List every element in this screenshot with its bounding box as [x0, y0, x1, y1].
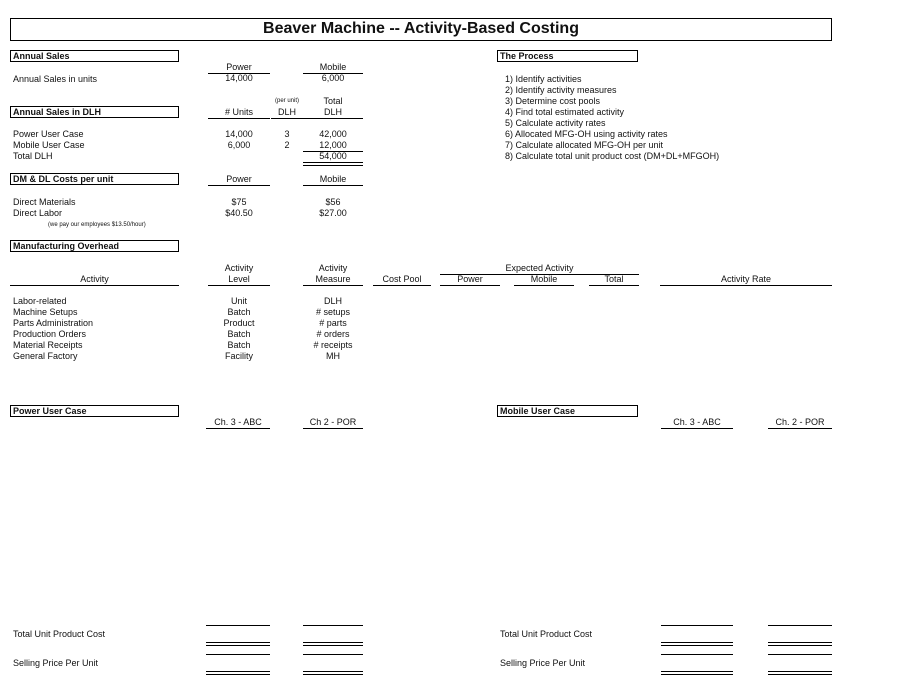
activity-level: Unit	[230, 296, 247, 306]
power-col-por: Ch 2 - POR	[303, 417, 363, 429]
activity-level: Product	[223, 318, 255, 328]
dlh-header: Annual Sales in DLH	[10, 106, 179, 118]
activity-measure: # orders	[316, 329, 350, 339]
activity-level: Batch	[227, 340, 251, 350]
divider	[768, 642, 832, 646]
power-case-header: Power User Case	[10, 405, 179, 417]
divider	[206, 654, 270, 655]
mobile-selling-price-label: Selling Price Per Unit	[500, 658, 586, 668]
process-step: 8) Calculate total unit product cost (DM+DL+MFGOH)	[505, 151, 720, 161]
dlh-col-total: Total	[323, 96, 343, 106]
activity-measure: # receipts	[313, 340, 353, 350]
process-step: 5) Calculate activity rates	[505, 118, 606, 128]
process-step: 1) Identify activities	[505, 74, 582, 84]
dlh-row-per-unit: 2	[284, 140, 290, 150]
direct-materials-label: Direct Materials	[13, 197, 76, 207]
dlh-col-units: # Units	[208, 107, 270, 119]
annual-sales-mobile-value: 6,000	[321, 73, 345, 83]
divider	[768, 654, 832, 655]
mobile-col-por: Ch. 2 - POR	[768, 417, 832, 429]
dlh-row-units: 6,000	[227, 140, 251, 150]
mfg-col-expected: Expected Activity	[440, 263, 639, 275]
process-step: 4) Find total estimated activity	[505, 107, 625, 117]
mfg-col-mobile: Mobile	[514, 274, 574, 286]
activity-measure: # parts	[319, 318, 347, 328]
activity-measure: MH	[326, 351, 340, 361]
process-header: The Process	[497, 50, 638, 62]
annual-sales-power-value: 14,000	[225, 73, 253, 83]
dlh-row-label: Mobile User Case	[13, 140, 85, 150]
dlh-col-total-dlh: DLH	[303, 107, 363, 119]
annual-sales-header: Annual Sales	[10, 50, 179, 62]
divider	[303, 654, 363, 655]
divider	[768, 671, 832, 675]
divider	[206, 625, 270, 626]
mfg-col-measure-top: Activity	[318, 263, 348, 273]
dlh-row-units: 14,000	[225, 129, 253, 139]
direct-materials-mobile: $56	[325, 197, 341, 207]
activity-measure: # setups	[315, 307, 351, 317]
mfg-col-level: Level	[208, 274, 270, 286]
process-step: 2) Identify activity measures	[505, 85, 617, 95]
dlh-total-label: Total DLH	[13, 151, 53, 161]
process-step: 6) Allocated MFG-OH using activity rates	[505, 129, 668, 139]
dm-dl-col-power: Power	[208, 174, 270, 186]
dm-dl-header: DM & DL Costs per unit	[10, 173, 179, 185]
power-col-abc: Ch. 3 - ABC	[206, 417, 270, 429]
dlh-row-total: 12,000	[319, 140, 347, 150]
dlh-col-dlh: DLH	[271, 107, 303, 119]
mfg-col-rate: Activity Rate	[660, 274, 832, 286]
mfg-oh-header: Manufacturing Overhead	[10, 240, 179, 252]
mfg-col-power: Power	[440, 274, 500, 286]
divider	[303, 642, 363, 646]
divider	[303, 162, 363, 166]
divider	[206, 671, 270, 675]
annual-sales-col-mobile: Mobile	[303, 62, 363, 74]
annual-sales-col-power: Power	[208, 62, 270, 74]
power-total-cost-label: Total Unit Product Cost	[13, 629, 106, 639]
divider	[661, 625, 733, 626]
divider	[661, 671, 733, 675]
mobile-col-abc: Ch. 3 - ABC	[661, 417, 733, 429]
activity-level: Facility	[224, 351, 253, 361]
labor-rate-note: (we pay our employees $13.50/hour)	[48, 222, 146, 228]
divider	[661, 654, 733, 655]
divider	[768, 625, 832, 626]
activity-name: Parts Administration	[13, 318, 94, 328]
activity-name: General Factory	[13, 351, 78, 361]
direct-materials-power: $75	[231, 197, 247, 207]
dlh-row-total: 42,000	[319, 129, 347, 139]
direct-labor-power: $40.50	[225, 208, 253, 218]
divider	[303, 671, 363, 675]
activity-name: Machine Setups	[13, 307, 78, 317]
activity-name: Production Orders	[13, 329, 87, 339]
divider	[661, 642, 733, 646]
direct-labor-mobile: $27.00	[319, 208, 347, 218]
dm-dl-col-mobile: Mobile	[303, 174, 363, 186]
page-title: Beaver Machine -- Activity-Based Costing	[10, 18, 832, 41]
mfg-col-activity: Activity	[10, 274, 179, 286]
activity-measure: DLH	[323, 296, 342, 306]
mobile-case-header: Mobile User Case	[497, 405, 638, 417]
activity-name: Labor-related	[13, 296, 67, 306]
mobile-total-cost-label: Total Unit Product Cost	[500, 629, 593, 639]
activity-level: Batch	[227, 307, 251, 317]
dlh-row-per-unit: 3	[284, 129, 290, 139]
mfg-col-level-top: Activity	[224, 263, 254, 273]
process-step: 7) Calculate allocated MFG-OH per unit	[505, 140, 664, 150]
power-selling-price-label: Selling Price Per Unit	[13, 658, 99, 668]
dlh-row-label: Power User Case	[13, 129, 84, 139]
activity-name: Material Receipts	[13, 340, 83, 350]
dlh-col-per-unit: (per unit)	[274, 98, 299, 104]
activity-level: Batch	[227, 329, 251, 339]
mfg-col-measure: Measure	[303, 274, 363, 286]
divider	[303, 625, 363, 626]
divider	[206, 642, 270, 646]
direct-labor-label: Direct Labor	[13, 208, 63, 218]
annual-sales-units-label: Annual Sales in units	[13, 74, 98, 84]
mfg-col-cost-pool: Cost Pool	[373, 274, 431, 286]
process-step: 3) Determine cost pools	[505, 96, 601, 106]
dlh-total-value: 54,000	[319, 151, 347, 161]
mfg-col-total: Total	[589, 274, 639, 286]
